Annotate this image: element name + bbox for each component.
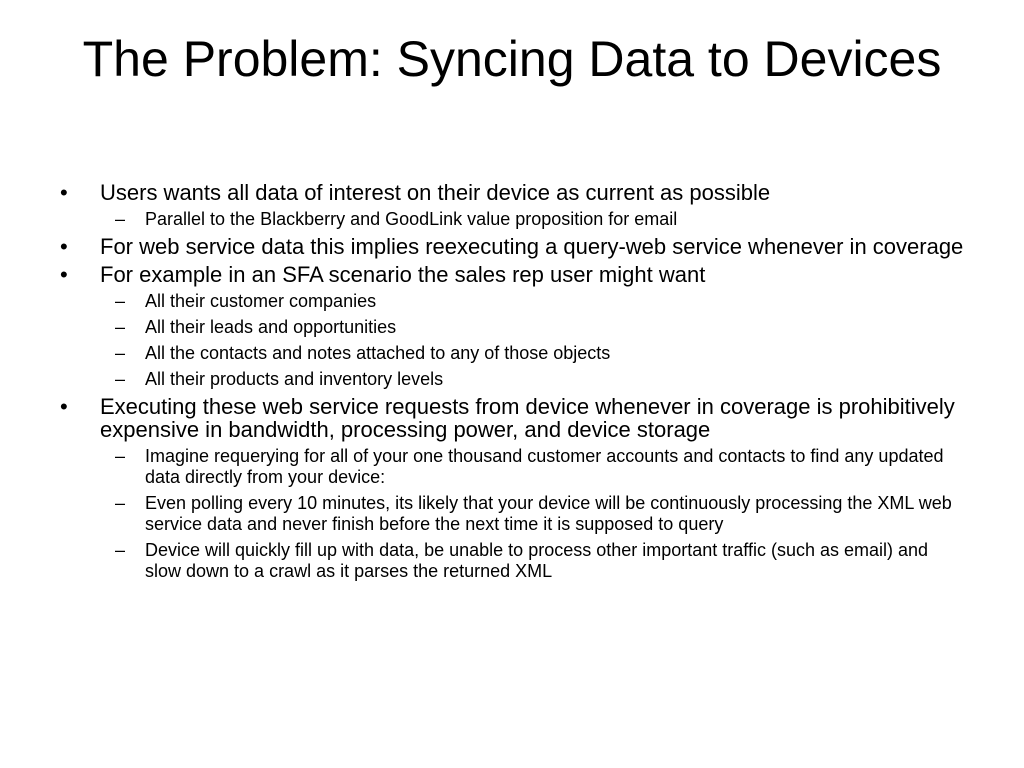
bullet-text: For web service data this implies reexecuting a query-web service whenever in coverage — [100, 234, 964, 259]
sub-bullet-item — [0, 493, 1024, 535]
sub-bullet-item — [0, 540, 1024, 582]
bullet-item — [0, 181, 1024, 204]
sub-bullet-text: Parallel to the Blackberry and GoodLink value proposition for email — [145, 209, 678, 229]
sub-bullet-marker: – — [115, 540, 126, 560]
sub-bullet-item — [0, 317, 1024, 338]
sub-bullet-item — [0, 446, 1024, 488]
sub-bullet-marker: – — [115, 291, 126, 311]
bullet-text: Users wants all data of interest on their device as current as possible — [100, 180, 771, 205]
bullet-item — [0, 235, 1024, 258]
bullet-marker: • — [60, 180, 68, 205]
sub-bullet-marker: – — [115, 343, 126, 363]
bullet-marker: • — [60, 234, 68, 259]
sub-bullet-marker: – — [115, 369, 126, 389]
bullet-text: For example in an SFA scenario the sales rep user might want — [100, 262, 706, 287]
bullet-text: Executing these web service requests from device whenever in coverage is prohibitively expensive in bandwidth, processing power, and device storage — [100, 394, 955, 442]
sub-bullet-text: Imagine requerying for all of your one thousand customer accounts and contacts to find any updated data directly from your device: — [145, 446, 944, 487]
sub-bullet-marker: – — [115, 317, 126, 337]
sub-bullet-text: All their products and inventory levels — [145, 369, 444, 389]
slide-title: The Problem: Syncing Data to Devices — [82, 31, 942, 87]
sub-bullet-text: All their leads and opportunities — [145, 317, 397, 337]
bullet-marker: • — [60, 262, 68, 287]
bullet-marker: • — [60, 394, 68, 419]
sub-bullet-marker: – — [115, 493, 126, 513]
sub-bullet-marker: – — [115, 446, 126, 466]
sub-bullet-item — [0, 291, 1024, 312]
bullet-item — [0, 263, 1024, 286]
sub-bullet-item — [0, 343, 1024, 364]
bullet-item — [0, 395, 1024, 441]
sub-bullet-marker: – — [115, 209, 126, 229]
sub-bullet-item — [0, 209, 1024, 230]
sub-bullet-text: Device will quickly fill up with data, be unable to process other important traffic (such as email) and slow down to a crawl as it parses the returned XML — [145, 540, 929, 581]
slide-body — [0, 181, 1024, 587]
sub-bullet-text: All their customer companies — [145, 291, 377, 311]
sub-bullet-text: All the contacts and notes attached to any of those objects — [145, 343, 611, 363]
sub-bullet-item — [0, 369, 1024, 390]
sub-bullet-text: Even polling every 10 minutes, its likely that your device will be continuously processing the XML web service data and never finish before the next time it is supposed to query — [145, 493, 952, 534]
